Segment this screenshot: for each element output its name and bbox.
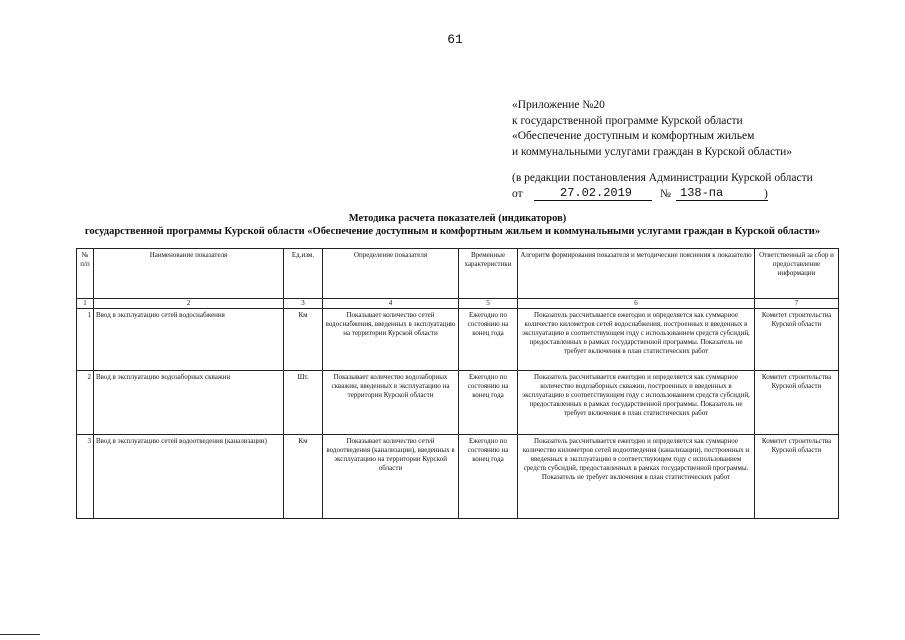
footer-rule [0, 634, 40, 635]
edition-date-row [512, 187, 892, 203]
indicator-responsible: Комитет строительства Курской области [755, 371, 839, 435]
page-number: 61 [447, 32, 463, 47]
column-number: 7 [755, 299, 839, 309]
indicator-algorithm: Показатель рассчитывается ежегодно и определяется как суммарное количество километров сетей водоснабжения, построенных и введенных в эксплуатацию в соответствующем году с использованием средств субсидий, предоставленных в рамках государственной программы. Показатель не требует включения в план статистических работ [518, 309, 755, 371]
document-title [0, 212, 905, 238]
indicator-algorithm: Показатель рассчитывается ежегодно и определяется как суммарное количество километров сетей водоотведения (канализации), построенных и введенных в эксплуатацию в соответствующем году с использованием средств субсидий, предоставленных в рамках государственной программы. Показатель не требует включения в план статистических работ [518, 435, 755, 519]
edition-number: 138-па [680, 185, 724, 200]
header-cell-unit: Ед.изм. [284, 249, 323, 299]
column-number: 3 [284, 299, 323, 309]
indicators-table [76, 248, 839, 519]
header-cell-name: Наименование показателя [94, 249, 284, 299]
indicator-time: Ежегодно по состоянию на конец года [459, 309, 518, 371]
column-number: 5 [459, 299, 518, 309]
indicator-responsible: Комитет строительства Курской области [755, 309, 839, 371]
title-line-2: государственной программы Курской области «Обеспечение доступным и комфортным жильем и коммунальными услугами граждан в Курской области» [84, 226, 821, 237]
column-number: 1 [77, 299, 94, 309]
edition-date: 27.02.2019 [560, 185, 633, 200]
edition-close-paren: ) [764, 187, 768, 200]
column-number: 6 [518, 299, 755, 309]
indicator-name: Ввод в эксплуатацию сетей водоотведения (канализации) [94, 435, 284, 519]
column-number: 2 [94, 299, 284, 309]
indicator-time: Ежегодно по состоянию на конец года [459, 435, 518, 519]
table-row [77, 309, 839, 371]
edition-ot: от [512, 187, 523, 200]
indicator-time: Ежегодно по состоянию на конец года [459, 371, 518, 435]
indicator-unit: Шт. [284, 371, 323, 435]
indicator-definition: Показывает количество сетей водоотведения (канализации), введенных в эксплуатацию на территории Курской области [323, 435, 459, 519]
row-number: 2 [77, 371, 94, 435]
header-cell-time: Временные характеристики [459, 249, 518, 299]
appendix-header [512, 98, 892, 160]
indicator-unit: Км [284, 309, 323, 371]
indicator-definition: Показывает количество сетей водоснабжения, введенных в эксплуатацию на территории Курской области [323, 309, 459, 371]
table-row [77, 371, 839, 435]
table-header-row [77, 249, 839, 299]
header-cell-responsible: Ответственный за сбор и предоставление информации [755, 249, 839, 299]
appendix-line: к государственной программе Курской области [512, 114, 743, 127]
indicator-algorithm: Показатель рассчитывается ежегодно и определяется как суммарное количество водозаборных скважин, построенных и введенных в эксплуатацию в соответствующем году с использованием средств субсидий, предоставленных в рамках государственной программы. Показатель не требует включения в план статистических работ [518, 371, 755, 435]
number-sign: № [660, 187, 671, 200]
indicator-unit: Км [284, 435, 323, 519]
table-row [77, 435, 839, 519]
appendix-line: и коммунальными услугами граждан в Курской области» [512, 145, 793, 158]
header-cell-num: № п/п [77, 249, 94, 299]
indicator-responsible: Комитет строительства Курской области [755, 435, 839, 519]
column-number: 4 [323, 299, 459, 309]
column-number-row [77, 299, 839, 309]
header-cell-definition: Определение показателя [323, 249, 459, 299]
edition-line: (в редакции постановления Администрации Курской области [512, 172, 813, 184]
header-cell-algorithm: Алгоритм формирования показателя и методические пояснения к показателю [518, 249, 755, 299]
row-number: 1 [77, 309, 94, 371]
row-number: 3 [77, 435, 94, 519]
edition-note [512, 171, 892, 203]
indicator-name: Ввод в эксплуатацию сетей водоснабжения [94, 309, 284, 371]
title-line-1: Методика расчета показателей (индикаторов) [348, 213, 567, 224]
indicator-name: Ввод в эксплуатацию водозаборных скважин [94, 371, 284, 435]
appendix-line: «Приложение №20 [512, 99, 605, 111]
indicator-definition: Показывает количество водозаборных скважин, введенных в эксплуатацию на территории Курской области [323, 371, 459, 435]
appendix-line: «Обеспечение доступным и комфортным жильем [512, 130, 755, 142]
